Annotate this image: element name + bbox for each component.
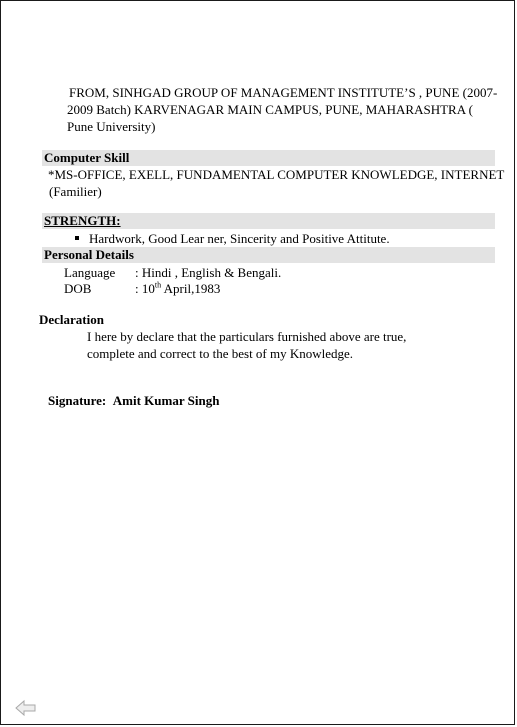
computer-skill-line-1: *MS-OFFICE, EXELL, FUNDAMENTAL COMPUTER KNOWLEDGE, INTERNET (48, 167, 505, 182)
personal-details-heading: Personal Details (44, 247, 134, 262)
strength-item: Hardwork, Good Lear ner, Sincerity and Positive Attitute. (89, 231, 390, 246)
education-line-3: Pune University) (67, 119, 156, 134)
declaration-heading: Declaration (39, 312, 104, 327)
computer-skill-heading: Computer Skill (44, 150, 130, 165)
dob-prefix: : 10 (135, 281, 155, 296)
education-line-1: FROM, SINHGAD GROUP OF MANAGEMENT INSTITUTE’S , PUNE (2007- (69, 85, 498, 100)
declaration-line-2: complete and correct to the best of my Knowledge. (87, 346, 354, 361)
back-arrow-icon[interactable] (15, 699, 37, 717)
back-arrow-svg (15, 699, 37, 717)
dob-value (135, 280, 220, 297)
bullet-icon (75, 236, 79, 240)
dob-suffix: April,1983 (161, 281, 221, 296)
declaration-line-1: I here by declare that the particulars furnished above are true, (87, 329, 407, 344)
language-value: : Hindi , English & Bengali. (135, 265, 282, 280)
computer-skill-line-2: (Familier) (49, 184, 102, 199)
signature-label: Signature: (48, 393, 107, 408)
strength-heading: STRENGTH: (44, 213, 121, 228)
signature-name: Amit Kumar Singh (112, 393, 220, 408)
education-line-2: 2009 Batch) KARVENAGAR MAIN CAMPUS, PUNE, MAHARASHTRA ( (67, 102, 473, 117)
language-label: Language (64, 265, 116, 280)
dob-label: DOB (64, 281, 92, 296)
dob-superscript: th (154, 280, 162, 290)
signature-line (48, 392, 219, 409)
